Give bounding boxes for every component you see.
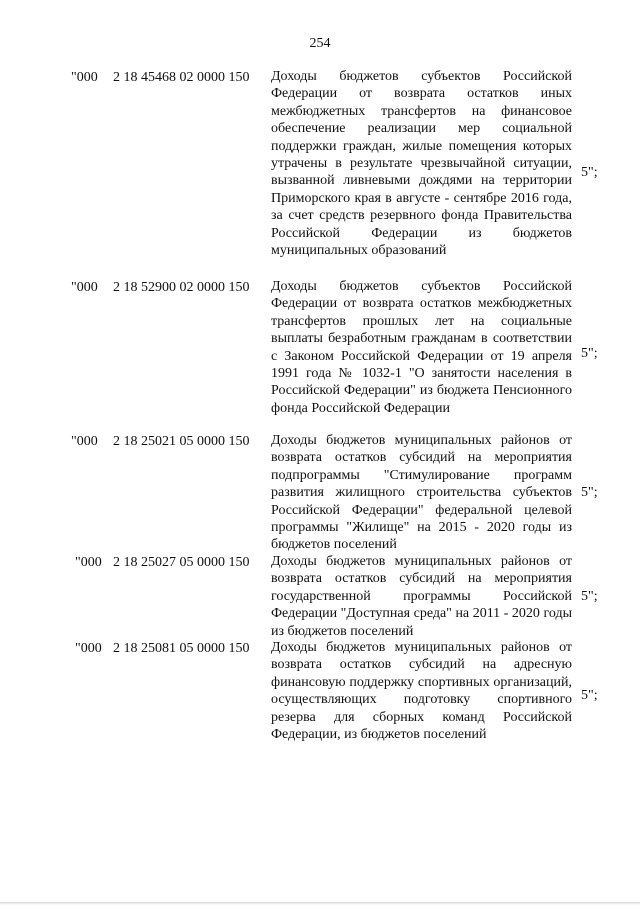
entry-quote: "000: [71, 280, 98, 295]
budget-code: 2 18 52900 02 0000 150: [113, 280, 250, 295]
entry-amount: 5";: [581, 165, 598, 180]
entry-description: Доходы бюджетов муниципальных районов от возврата остатков субсидий на мероприятия государственной программы Российской Федерации "Доступная среда" на 2011 - 2020 годы из бюджетов поселений: [271, 554, 572, 639]
budget-entry: [0, 68, 640, 280]
page-number: 254: [309, 36, 331, 51]
entry-description: Доходы бюджетов муниципальных районов от возврата остатков субсидий на адресную финансовую поддержку спортивных организаций, осуществляющих подготовку спортивного резерва для сборных команд Российской Федерации, из бюджетов поселений: [271, 640, 572, 743]
budget-entry: [0, 639, 640, 761]
budget-code: 2 18 25081 05 0000 150: [113, 641, 250, 656]
entry-amount: 5";: [581, 688, 598, 703]
entry-description: Доходы бюджетов муниципальных районов от возврата остатков субсидий на мероприятия подпрограммы "Стимулирование программ развития жилищного строительства субъектов Российской Федерации" федеральной целевой программы "Жилище" на 2015 - 2020 годы из бюджетов поселений: [271, 433, 572, 553]
budget-entry: [0, 432, 640, 554]
budget-code: 2 18 25027 05 0000 150: [113, 555, 250, 570]
entry-quote: "000: [75, 555, 102, 570]
budget-code: 2 18 25021 05 0000 150: [113, 434, 250, 449]
entry-description: Доходы бюджетов субъектов Российской Федерации от возврата остатков иных межбюджетных трансфертов на финансовое обеспечение реализации мер социальной поддержки граждан, жилые помещения которых утрачены в результате чрезвычайной ситуации, вызванной ливневыми дождями на территории Приморского края в августе - сентябре 2016 года, за счет средств резервного фонда Правительства Российской Федерации из бюджетов муниципальных образований: [271, 69, 572, 259]
entry-quote: "000: [71, 434, 98, 449]
entry-amount: 5";: [581, 346, 598, 361]
budget-entry: [0, 278, 640, 434]
entry-description: Доходы бюджетов субъектов Российской Федерации от возврата остатков межбюджетных трансфертов прошлых лет на социальные выплаты безработным гражданам в соответствии с Законом Российской Федерации от 19 апреля 1991 года № 1032-1 "О занятости населения в Российской Федерации" из бюджета Пенсионного фонда Российской Федерации: [271, 279, 572, 416]
entry-amount: 5";: [581, 485, 598, 500]
entry-quote: "000: [75, 641, 102, 656]
budget-entry: [0, 553, 640, 639]
entry-quote: "000: [71, 70, 98, 85]
budget-code: 2 18 45468 02 0000 150: [113, 70, 250, 85]
entry-amount: 5";: [581, 589, 598, 604]
